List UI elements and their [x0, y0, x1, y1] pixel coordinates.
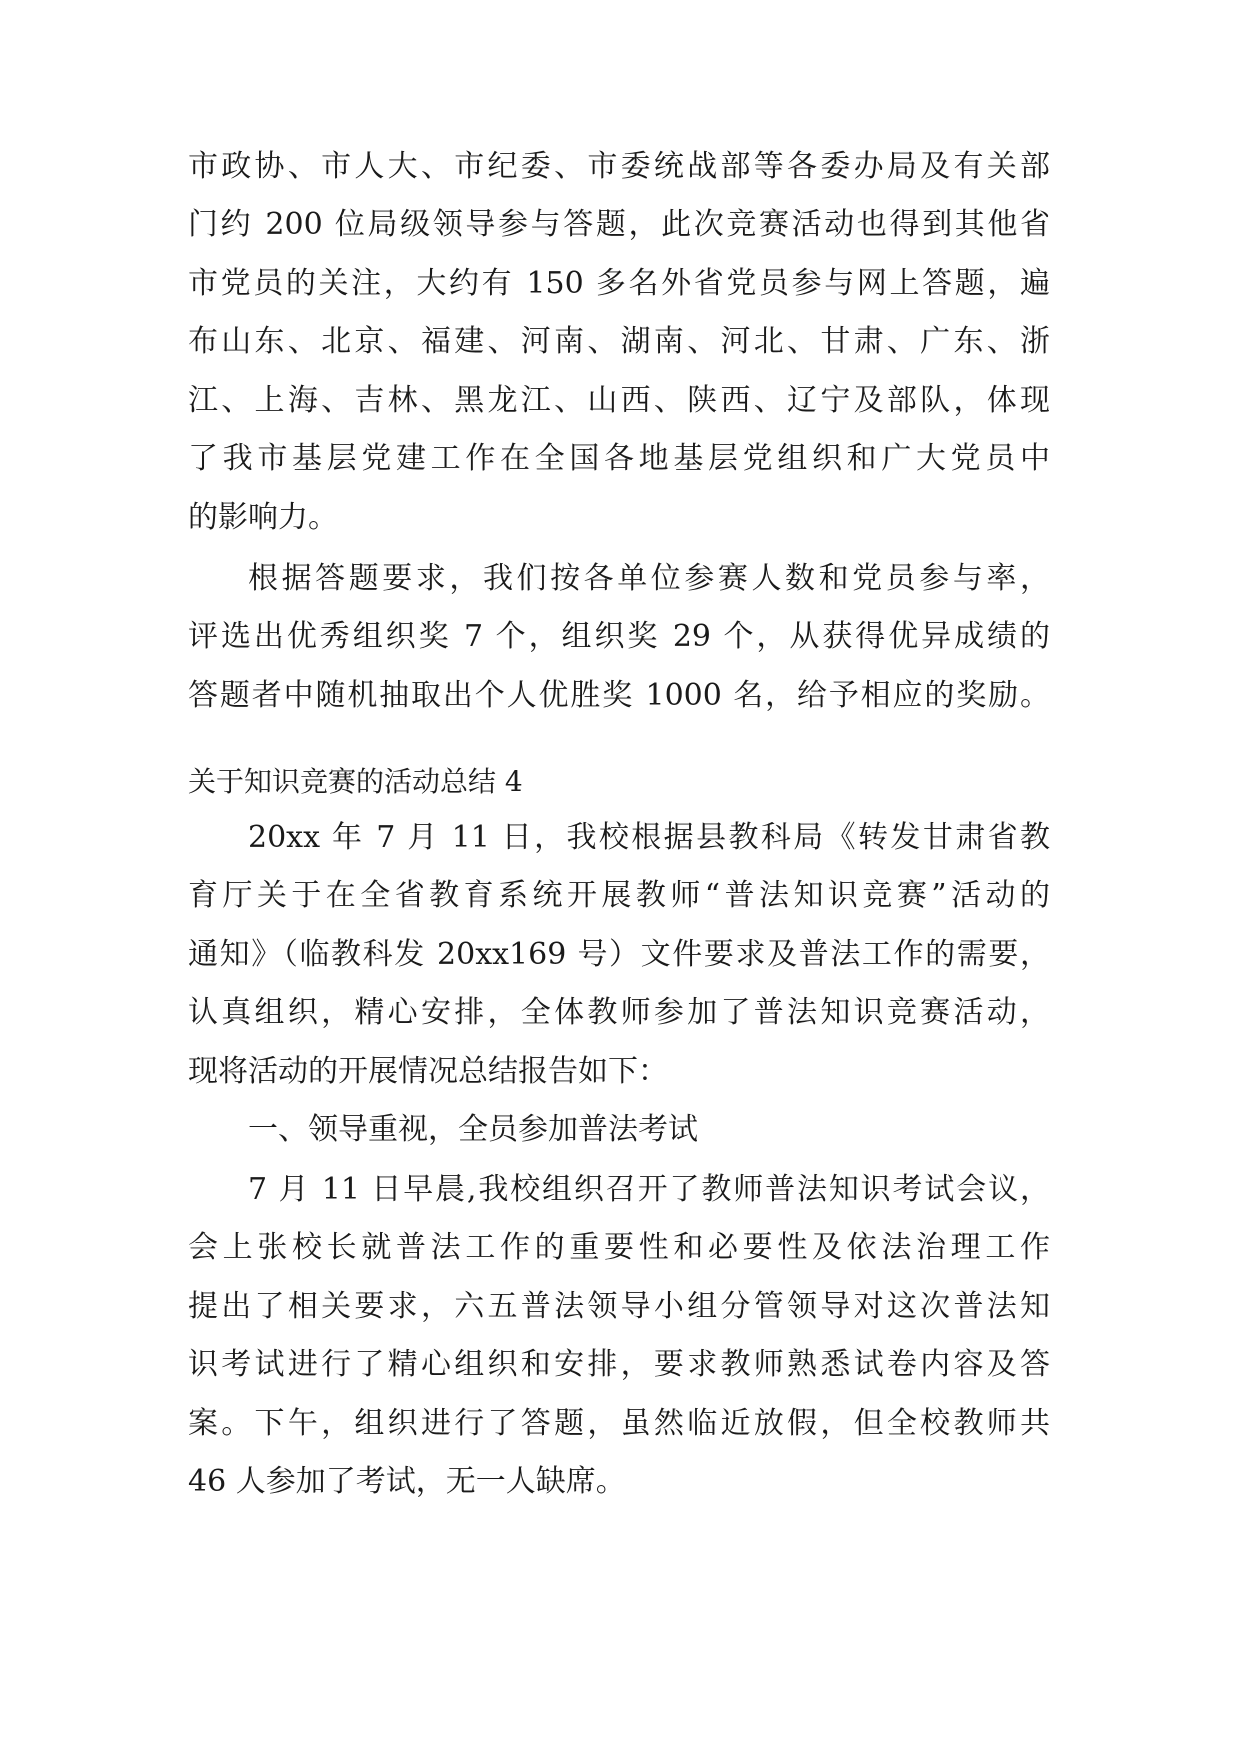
text-line: 江、上海、吉林、黑龙江、山西、陕西、辽宁及部队，体现 — [188, 383, 1050, 418]
section-heading: 关于知识竞赛的活动总结 4 — [188, 765, 523, 798]
section-title: 一、领导重视，全员参加普法考试 — [248, 1112, 698, 1147]
text-line: 20xx 年 7 月 11 日，我校根据县教科局《转发甘肃省教 — [248, 820, 1050, 855]
text-line: 市党员的关注，大约有 150 多名外省党员参与网上答题，遍 — [188, 266, 1050, 301]
text-line: 市政协、市人大、市纪委、市委统战部等各委办局及有关部 — [188, 149, 1050, 184]
text-line: 门约 200 位局级领导参与答题，此次竞赛活动也得到其他省 — [188, 207, 1050, 242]
text-line: 布山东、北京、福建、河南、湖南、河北、甘肃、广东、浙 — [188, 324, 1050, 359]
text-line: 答题者中随机抽取出个人优胜奖 1000 名，给予相应的奖励。 — [188, 678, 1050, 713]
text-line: 的影响力。 — [188, 500, 338, 535]
text-line: 案。下午，组织进行了答题，虽然临近放假，但全校教师共 — [188, 1406, 1050, 1441]
text-line: 现将活动的开展情况总结报告如下： — [188, 1054, 668, 1089]
text-line: 通知》（临教科发 20xx169 号）文件要求及普法工作的需要， — [188, 937, 1050, 972]
text-line: 提出了相关要求，六五普法领导小组分管领导对这次普法知 — [188, 1289, 1050, 1324]
text-line: 46 人参加了考试，无一人缺席。 — [188, 1464, 626, 1499]
text-line: 了我市基层党建工作在全国各地基层党组织和广大党员中 — [188, 441, 1050, 476]
text-line: 评选出优秀组织奖 7 个，组织奖 29 个，从获得优异成绩的 — [188, 619, 1050, 654]
text-line: 会上张校长就普法工作的重要性和必要性及依法治理工作 — [188, 1230, 1050, 1265]
text-line: 7 月 11 日早晨,我校组织召开了教师普法知识考试会议， — [248, 1172, 1050, 1207]
text-line: 识考试进行了精心组织和安排，要求教师熟悉试卷内容及答 — [188, 1347, 1050, 1382]
text-line: 根据答题要求，我们按各单位参赛人数和党员参与率， — [248, 561, 1050, 596]
text-line: 认真组织，精心安排，全体教师参加了普法知识竞赛活动， — [188, 995, 1050, 1030]
text-line: 育厅关于在全省教育系统开展教师“普法知识竞赛”活动的 — [188, 878, 1050, 913]
